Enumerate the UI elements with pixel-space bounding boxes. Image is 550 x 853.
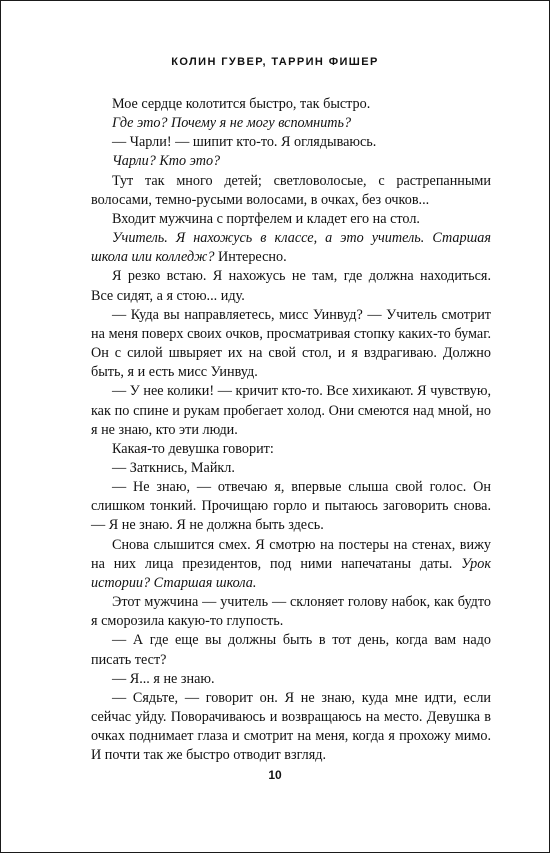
text-run: Входит мужчина с портфелем и кладет его на стол. <box>112 210 420 227</box>
text-run: — А где еще вы должны быть в тот день, когда вам надо писать тест? <box>91 632 491 668</box>
text-run: — Куда вы направляетесь, мисс Уинвуд? — Учитель смотрит на меня поверх своих очков, просматривая стопку каких-то бумаг. Он с силой швыряет их на свой стол, и я вздрагиваю. Должно быть, я и есть мисс Уинвуд. <box>91 306 491 381</box>
paragraph <box>91 114 491 133</box>
paragraph <box>91 133 491 152</box>
text-run: Какая-то девушка говорит: <box>112 440 274 457</box>
text-run: Тут так много детей; светловолосые, с растрепанными волосами, темно-русыми волосами, в очках, без очков... <box>91 172 491 208</box>
text-run: — Сядьте, — говорит он. Я не знаю, куда мне идти, если сейчас уйду. Поворачиваюсь и возвращаюсь на место. Девушка в очках поднимает глаза и смотрит на меня, когда я прохожу мимо. И почти так же быстро отводит взгляд. <box>91 689 491 764</box>
paragraph <box>91 172 491 210</box>
body-text <box>91 95 491 765</box>
paragraph <box>91 459 491 478</box>
paragraph <box>91 670 491 689</box>
text-run: Снова слышится смех. Я смотрю на постеры на стенах, вижу на них лица президентов, под ними напечатаны даты. <box>91 536 491 572</box>
paragraph <box>91 95 491 114</box>
paragraph <box>91 536 491 593</box>
italic-text: Учитель. Я нахожусь в классе, а это учитель. Старшая школа или колледж? <box>91 230 491 266</box>
italic-text: Чарли? Кто это? <box>112 153 221 170</box>
italic-text: Урок истории? Старшая школа. <box>91 555 491 591</box>
text-run: — Заткнись, Майкл. <box>112 459 235 476</box>
paragraph <box>91 478 491 535</box>
text-run: — Не знаю, — отвечаю я, впервые слыша свой голос. Он слишком тонкий. Прочищаю горло и пытаюсь заговорить снова. — Я не знаю. Я не должна быть здесь. <box>91 479 491 534</box>
running-head: КОЛИН ГУВЕР, ТАРРИН ФИШЕР <box>171 56 379 68</box>
paragraph <box>91 631 491 669</box>
paragraph <box>91 593 491 631</box>
text-run: Мое сердце колотится быстро, так быстро. <box>112 96 371 112</box>
paragraph <box>91 152 491 171</box>
text-run: — Чарли! — шипит кто-то. Я оглядываюсь. <box>112 134 377 151</box>
text-run: — Я... я не знаю. <box>112 670 215 687</box>
page-number: 10 <box>268 768 282 782</box>
text-run: Этот мужчина — учитель — склоняет голову набок, как будто я сморозила какую-то глупость. <box>91 594 491 630</box>
paragraph <box>91 306 491 383</box>
paragraph <box>91 210 491 229</box>
text-run: — У нее колики! — кричит кто-то. Все хихикают. Я чувствую, как по спине и рукам пробегает холод. Они смеются над мной, но я не знаю, кто эти люди. <box>91 383 491 438</box>
paragraph <box>91 229 491 267</box>
text-run: Интересно. <box>214 249 287 266</box>
paragraph <box>91 440 491 459</box>
paragraph <box>91 382 491 439</box>
text-run: Я резко встаю. Я нахожусь не там, где должна находиться. Все сидят, а я стою... иду. <box>91 268 491 304</box>
paragraph <box>91 689 491 766</box>
italic-text: Где это? Почему я не могу вспомнить? <box>112 115 352 132</box>
paragraph <box>91 267 491 305</box>
